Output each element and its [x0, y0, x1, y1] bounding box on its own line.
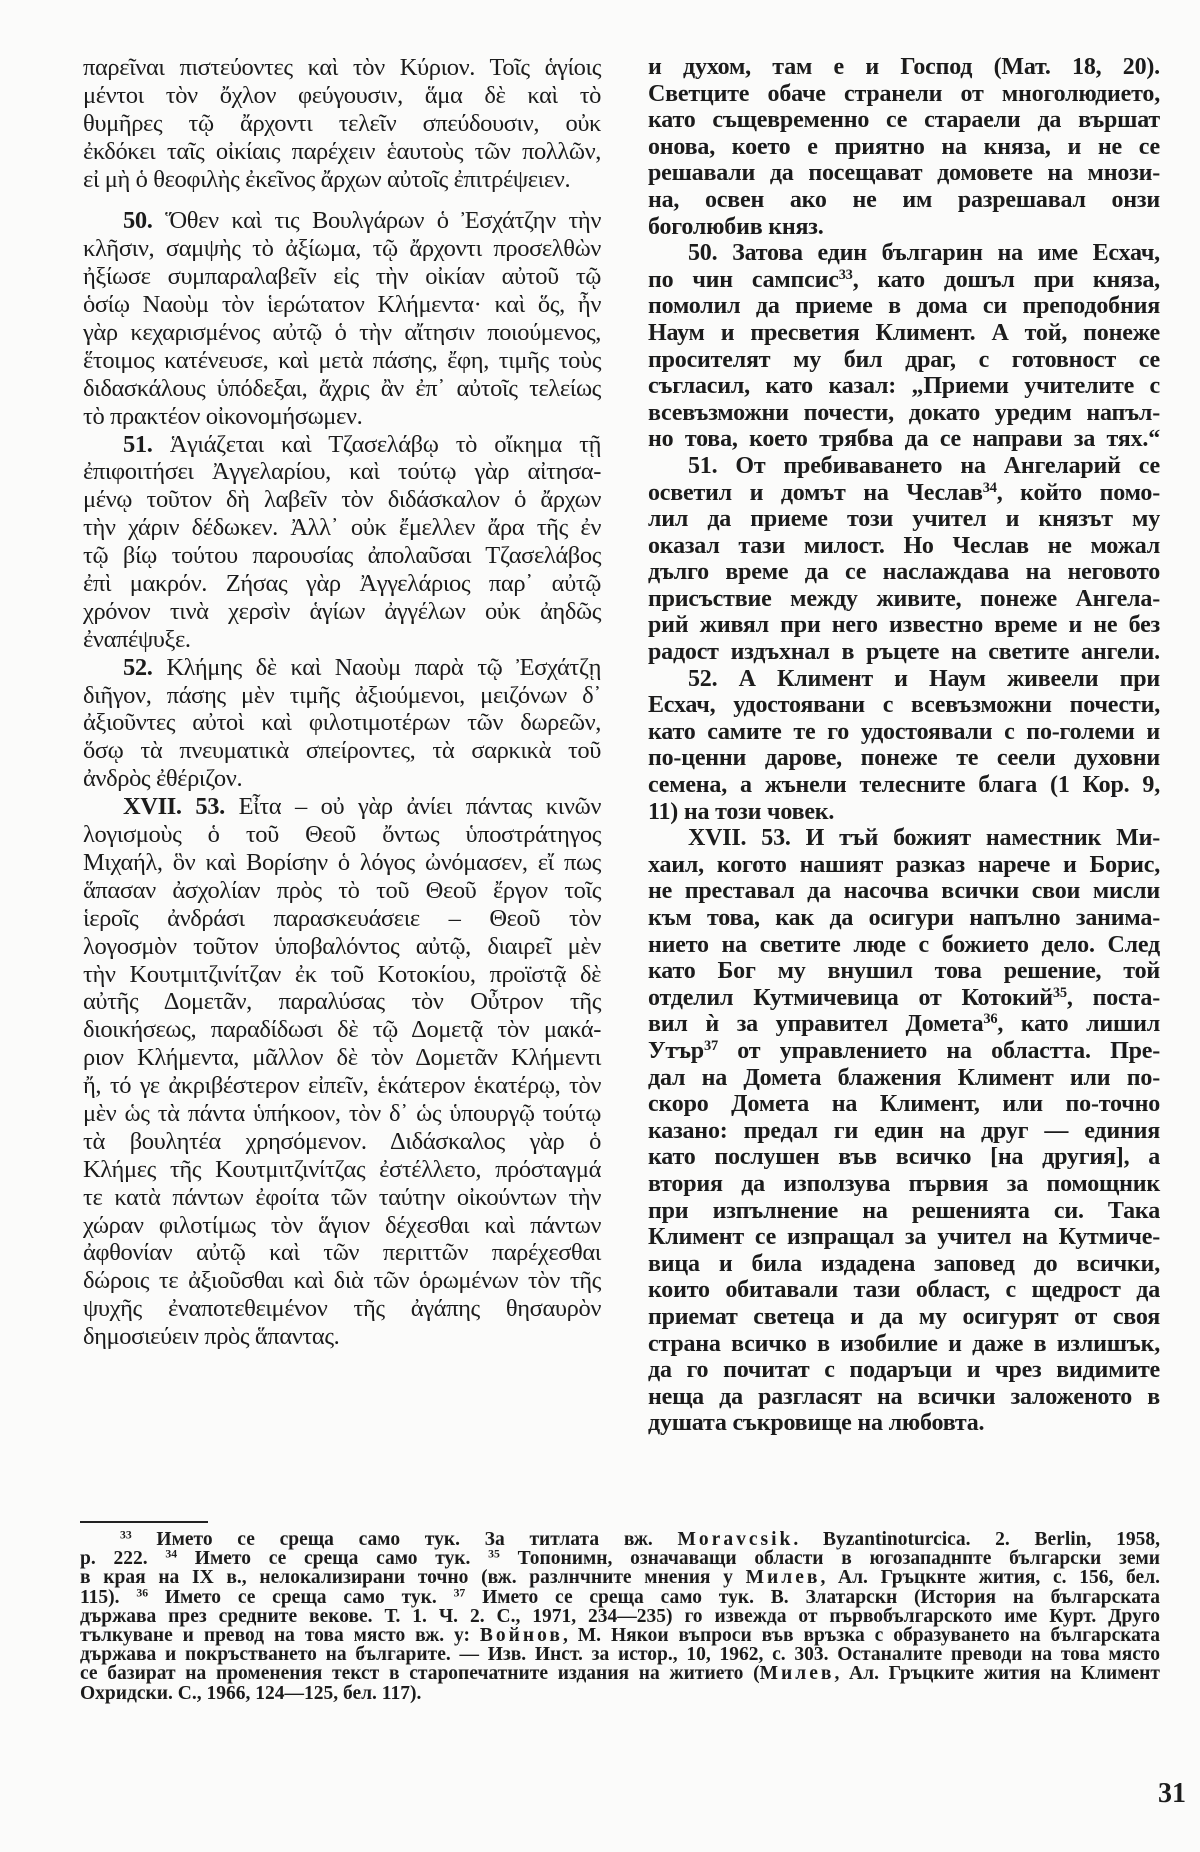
bulgarian-line: онова, което е приятно на княза, и не се	[648, 133, 1160, 160]
greek-paragraph-52-start: 52. Κλήμης δὲ καὶ Ναοὺμ παρὰ τῷ Ἐσχάτζῃ	[123, 653, 601, 681]
bulgarian-line: скоро Домета на Климент, или по-точно	[648, 1091, 1160, 1118]
section-number: 50.	[123, 207, 153, 235]
bulgarian-line: като послушен във всичко [на другия], а	[648, 1144, 1160, 1171]
greek-line: αὐτῆς Δομετᾶν, παραλύσας τὸν Οὖτρον τῆς	[83, 988, 601, 1016]
bulgarian-line: по-ценни дарове, понеже те сеели духовни	[648, 745, 1160, 772]
bulgarian-line: Светците обаче странели от многолюдието,	[648, 80, 1160, 107]
bulgarian-line: радост издъхнал в ръцете на светите ангели.	[648, 639, 1160, 666]
greek-line: γὰρ κεχαρισμένος αὐτῷ ὁ τὴν αἴτησιν ποιούμενος,	[83, 319, 601, 347]
bulgarian-line: казано: предал ги един на друг — единия	[648, 1117, 1160, 1144]
greek-line: ριον Κλήμεντα, μᾶλλον δὲ τὸν Δομετᾶν Κλήμεντι	[83, 1044, 601, 1072]
footnote-line: се базират на променения текст в старопечатните издания на житието (Милев, Ал. Гръцките жития на Климент	[80, 1663, 1160, 1685]
greek-line: Κλήμες τῆς Κουτμιτζινίτζας ἐστέλλετο, πρόσταγμά	[83, 1155, 601, 1183]
footnote-ref-33[interactable]: 33	[838, 266, 853, 283]
greek-line: μένῳ τοῦτον δὴ λαβεῖν τὸν διδάσκαλον ὁ ἄρχων	[83, 486, 601, 514]
greek-paragraph-51-start: 51. Ἁγιάζεται καὶ Τζασελάβῳ τὸ οἴκημα τῇ	[123, 430, 601, 458]
greek-line: τὸ πρακτέον οἰκονομήσωμεν.	[83, 402, 363, 430]
greek-line: χώραν φιλοτίμως τὸν ἅγιον δέχεσθαι καὶ πάντων	[83, 1211, 601, 1239]
greek-line: μὲν ὡς τὰ πάντα ὑπήκοον, τὸν δ᾽ ὡς ὑπουργῷ τούτῳ	[83, 1099, 601, 1127]
section-number: 51.	[123, 430, 153, 458]
footnote-number: 35	[488, 1547, 500, 1561]
greek-line: μέντοι τὸν ὄχλον φεύγουσιν, ἅμα δὲ καὶ τὸ	[83, 81, 601, 109]
footnote-line: 115). $^{36}$ Името се среща само тук. $^{37}$ Името се среща само тук. В. Златарскн (История на българската	[80, 1586, 1161, 1608]
footnote-number: 37	[453, 1586, 466, 1600]
greek-line: ἕτοιμος κατένευσε, καὶ μετὰ πάσης, ἔφη, τιμῆς τοὺς	[83, 346, 601, 374]
footnote-number: 34	[165, 1547, 178, 1561]
bulgarian-line: лил да приеме този учител и князът му	[648, 506, 1160, 533]
greek-line: δημοσιεύειν πρὸς ἅπαντας.	[83, 1323, 340, 1351]
bulgarian-line: не преставал да насочва всички свои мисли	[648, 878, 1160, 905]
footnote-line: държава и покръстването на българите. — Изв. Инст. за истор., 10, 1962, с. 303. Останалите преводи на това място	[80, 1644, 1160, 1666]
footnote-number: 33	[120, 1528, 132, 1542]
bulgarian-line: дал на Домета блажения Климент или по-	[648, 1064, 1160, 1091]
bulgarian-line: семена, а жънели телесните блага (1 Кор. 9,	[648, 772, 1160, 799]
footnote-line: тълкуване и превод на това място вж. у: Войнов, М. Някои въпроси във връзка с образуването на българската	[80, 1624, 1160, 1646]
bulgarian-line-with-footnote: по чин сампсис$^{33}$, като дошъл при княза,	[648, 266, 1160, 293]
author-name: Милев	[745, 1567, 821, 1589]
footnote-line: p. 222. $^{34}$ Името се среща само тук. $^{35}$ Топонимн, означаващи области в югозападнпте български земи	[80, 1547, 1161, 1570]
bulgarian-line: Есхач, удостоявани с всевъзможни почести,	[648, 692, 1160, 719]
bulgarian-line-with-footnote: осветил и домът на Чеслав$^{34}$, който помо-	[648, 479, 1160, 506]
bulgarian-line: при изпълнение на решенията си. Така	[648, 1197, 1160, 1224]
bulgarian-line: като Бог му внушил това решение, той	[648, 958, 1160, 985]
bulgarian-line: неща да разгласят на всички заложеното в	[648, 1383, 1160, 1410]
greek-line: θυμῆρες τῷ ἄρχοντι τελεῖν σπεύδουσιν, οὐκ	[83, 109, 601, 137]
bulgarian-line: боголюбив княз.	[648, 213, 824, 240]
section-number: 52.	[123, 653, 153, 681]
footnote-ref-36[interactable]: 36	[983, 1011, 998, 1028]
greek-line: ἅπασαν ἀσχολίαν πρὸς τὸ τοῦ Θεοῦ ἔργον τοῖς	[83, 876, 601, 904]
bulgarian-line: да го почитат с подаръци и чрез видимите	[648, 1357, 1160, 1384]
greek-line: διδασκάλους ὑπόδεξαι, ἄχρις ἂν ἐπ᾽ αὐτοῖς τελείως	[83, 374, 601, 402]
section-number: XVII. 53.	[688, 825, 791, 852]
bulgarian-line-with-footnote: Утър$^{37}$ от управлението на областта. Пре-	[648, 1037, 1160, 1064]
author-name: Войнов	[479, 1624, 563, 1646]
footnote-line: $^{33}$ Името се среща само тук. За титлата вж. Moravcsik. Byzantinoturcica. 2. Berlin, 1958,	[120, 1528, 1160, 1550]
page-number: 31	[1158, 1778, 1186, 1809]
bulgarian-line: помолил да приеме в дома си преподобния	[648, 293, 1160, 320]
bulgarian-line: приемат светеца и да му осигурят от своя	[648, 1303, 1160, 1330]
footnote-divider	[80, 1521, 208, 1523]
bulgarian-line: Наум и пресветия Климент. А той, понеже	[648, 319, 1160, 346]
bulgarian-paragraph-53-start: XVII. 53. И тъй божият наместник Ми-	[688, 825, 1160, 852]
bulgarian-line: хаил, когото нашият разказ нарече и Борис,	[648, 851, 1160, 878]
greek-line: ἱεροῖς ἀνδράσι παρασκευάσειε – Θεοῦ τὸν	[83, 904, 601, 932]
greek-paragraph-50-start: 50. Ὅθεν καὶ τις Βουλγάρων ὁ Ἐσχάτζην τὴν	[123, 207, 601, 235]
section-number: 50.	[688, 240, 718, 267]
greek-line: ἐπιφοιτήσει Ἀγγελαρίου, καὶ τούτῳ γὰρ αἰτησα-	[83, 458, 601, 486]
bulgarian-line: към това, как да осигури напълно занима-	[648, 905, 1160, 931]
bulgarian-line: всевъзможни почести, докато уредим напъл-	[648, 399, 1160, 426]
bulgarian-line: 11) на този човек.	[648, 798, 835, 825]
greek-line: δώροις τε ἀξιοῦσθαι καὶ διὰ τῶν ὁρωμένων τὸν τῆς	[83, 1267, 601, 1295]
bulgarian-line: оказал тази милост. Но Чеслав не можал	[648, 532, 1160, 559]
greek-line: ἐπὶ μακρόν. Ζήσας γὰρ Ἀγγελάριος παρ᾽ αὐτῷ	[83, 570, 601, 598]
bulgarian-line: и духом, там е и Господ (Мат. 18, 20).	[648, 54, 1160, 80]
bulgarian-line-with-footnote: отделил Кутмичевица от Котокий$^{35}$, поста-	[648, 984, 1160, 1011]
bulgarian-paragraph-52-start: 52. А Климент и Наум живеели при	[688, 665, 1160, 692]
greek-line: χρόνον τινὰ χερσὶν ἁγίων ἀγγέλων οὐκ ἀηδῶς	[83, 597, 601, 625]
greek-line: ἀνδρὸς ἐθέριζον.	[83, 765, 243, 793]
bulgarian-text-column	[648, 54, 1160, 1437]
greek-line: ἤ, τό γε ἀκριβέστερον εἰπεῖν, ἑκάτερον ἑκατέρῳ, τὸν	[83, 1072, 601, 1100]
greek-line: ὅσῳ τὰ πνευματικὰ σπείροντες, τὰ σαρκικὰ τοῦ	[83, 737, 601, 765]
greek-line: τῷ βίῳ τούτου παρουσίας ἀπολαῦσαι Τζασελάβος	[83, 542, 601, 570]
footnotes	[80, 1530, 1160, 1703]
greek-line: ἐναπέψυξε.	[83, 625, 191, 653]
section-number: XVII. 53.	[123, 793, 225, 821]
bulgarian-line: като същевременно се стараели да вършат	[648, 107, 1160, 134]
greek-line: τὴν χάριν δέδωκεν. Ἀλλ᾽ οὐκ ἔμελλεν ἄρα τῆς ἐν	[83, 514, 601, 542]
greek-line: διῆγον, πάσης μὲν τιμῆς ἀξιούμενοι, μειζόνων δ᾽	[83, 681, 601, 709]
bulgarian-line: Климент се изпращал за учител на Кутмиче-	[648, 1224, 1160, 1251]
section-number: 51.	[688, 452, 718, 479]
greek-line: λογισμοὺς ὁ τοῦ Θεοῦ ὄντως ὑποστράτηγος	[83, 821, 601, 849]
footnote-ref-35[interactable]: 35	[1052, 984, 1067, 1001]
greek-line: ἀφθονίαν αὐτῷ καὶ τῶν περιττῶν παρέχεσθαι	[83, 1239, 601, 1267]
greek-line: τὰ βουλητέα χρησόμενον. Διδάσκαλος γὰρ ὁ	[83, 1127, 601, 1155]
greek-line: ἀξιοῦντες αὐτοὶ καὶ φιλοτιμοτέρων τῶν δωρεῶν,	[83, 709, 601, 737]
bulgarian-line: рий живял при него известно време и не без	[648, 612, 1160, 639]
section-number: 52.	[688, 665, 718, 692]
bulgarian-line: като самите те го удостоявали с по-големи и	[648, 718, 1160, 745]
greek-line: παρεῖναι πιστεύοντες καὶ τὸν Κύριον. Τοῖς ἁγίοις	[83, 54, 601, 81]
bulgarian-paragraph-50-start: 50. Затова един българин на име Есхач,	[688, 240, 1160, 267]
bulgarian-line: вица и била издадена заповед до всички,	[648, 1250, 1160, 1277]
footnote-line: в края на IX в., нелокализирани точно (вж. разлнчните мнения у Милев, Ал. Гръцкнте жития, с. 156, бел.	[80, 1567, 1161, 1589]
greek-text-column	[83, 54, 601, 1351]
greek-line: λογοσμὸν τοῦτον ὑποβαλόντος αὐτῷ, διαιρεῖ μὲν	[83, 932, 601, 960]
bulgarian-line: втория да използува първия за помощник	[648, 1170, 1160, 1197]
greek-line: ἠξίωσε συμπαραλαβεῖν εἰς τὴν οἰκίαν αὐτοῦ τῷ	[83, 263, 601, 291]
bulgarian-line: страна всичко в изобилие и даже в излишък,	[648, 1330, 1160, 1357]
greek-line: τὴν Κουτμιτζινίτζαν ἐκ τοῦ Κοτοκίου, προϊστᾷ δὲ	[83, 960, 601, 988]
footnote-line: държава през средните векове. Т. 1. Ч. 2. С., 1971, 234—235) го извежда от първобългарското име Курт. Друго	[80, 1605, 1160, 1627]
greek-line: ψυχῆς ἐναποτεθειμένον τῆς ἀγάπης θησαυρὸν	[83, 1295, 601, 1323]
greek-line: τε κατὰ πάντων ἐφοίτα τῶν ταύτην οἰκούντων τὴν	[83, 1183, 601, 1211]
bulgarian-line: които обитавали тази област, с щедрост да	[648, 1277, 1160, 1304]
bulgarian-line: просителят му бил драг, с готовност се	[648, 346, 1160, 373]
greek-line: ἐκδόκει ταῖς οἰκίαις παρέχειν ἑαυτοὺς τῶν πολλῶν,	[83, 137, 601, 165]
greek-line: εἰ μὴ ὁ θεοφιλὴς ἐκεῖνος ἄρχων αὐτοῖς ἐπιτρέψειεν.	[83, 165, 571, 193]
bulgarian-line: решавали да посещават домовете на мнози-	[648, 160, 1160, 187]
bulgarian-line: на, освен ако не им разрешавал онзи	[648, 186, 1160, 213]
footnote-ref-37[interactable]: 37	[703, 1038, 718, 1055]
bulgarian-line: нието на светите люде с божието дело. След	[648, 931, 1160, 958]
bulgarian-line: дълго време да се наслаждава на неговото	[648, 559, 1160, 586]
footnote-line: Охридски. С., 1966, 124—125, бел. 117).	[80, 1682, 422, 1704]
author-name: Moravcsik	[677, 1529, 794, 1550]
greek-line: διοικήσεως, παραδίδωσι δὲ τῷ Δομετᾷ τὸν μακά-	[83, 1016, 601, 1044]
footnote-ref-34[interactable]: 34	[982, 479, 997, 496]
greek-line: Μιχαήλ, ὃν καὶ Βορίσην ὁ λόγος ὠνόμασεν, εἴ πως	[83, 848, 601, 876]
footnote-number: 36	[136, 1586, 149, 1600]
bulgarian-line: душата съкровище на любовта.	[648, 1410, 985, 1437]
bulgarian-line: но това, което трябва да се направи за тях.“	[648, 426, 1160, 453]
author-name: Милев	[759, 1663, 835, 1685]
bulgarian-line: съгласил, като казал: „Приеми учителите с	[648, 373, 1160, 400]
bulgarian-line: присъствие между живите, понеже Ангела-	[648, 585, 1160, 612]
greek-paragraph-53-start: XVII. 53. Εἶτα – οὐ γὰρ ἀνίει πάντας κινῶν	[123, 793, 601, 821]
bulgarian-line-with-footnote: вил ѝ за управител Домета$^{36}$, като лишил	[648, 1011, 1160, 1038]
bulgarian-paragraph-51-start: 51. От пребиваването на Ангеларий се	[688, 452, 1160, 479]
greek-line: ὁσίῳ Ναοὺμ τὸν ἱερώτατον Κλήμεντα· καὶ ὅς, ἦν	[83, 291, 601, 319]
greek-line: κλῆσιν, σαμψὴς τὸ ἀξίωμα, τῷ ἄρχοντι προσελθὼν	[83, 235, 601, 263]
